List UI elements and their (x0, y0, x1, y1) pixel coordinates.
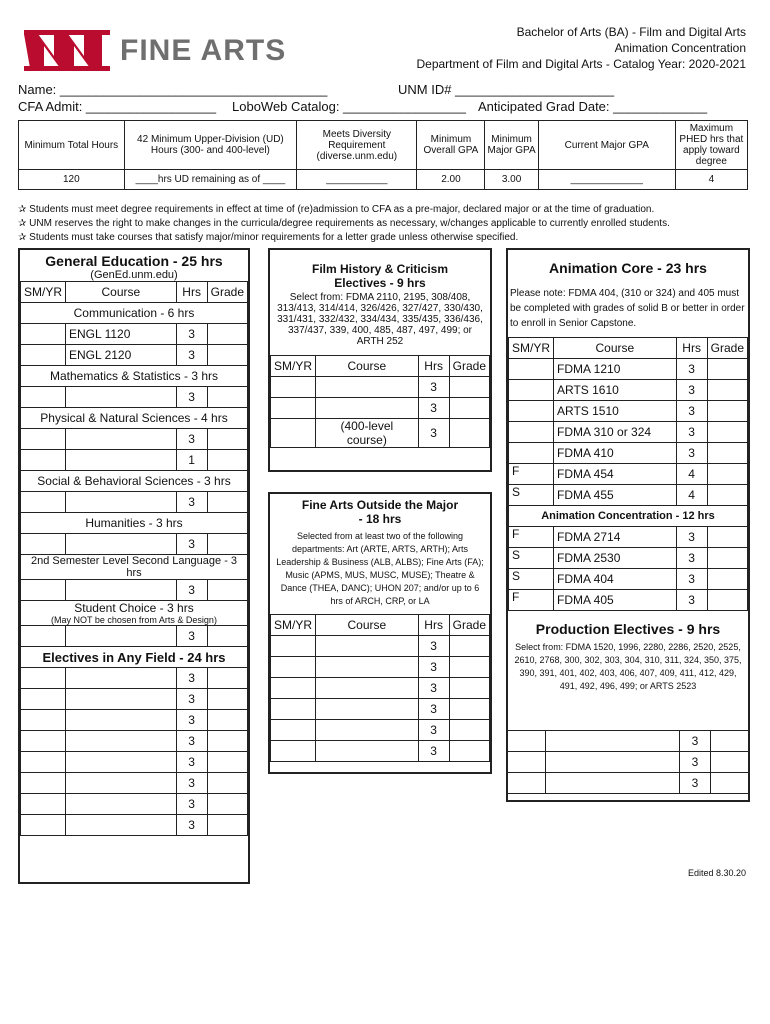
summary-value: 120 (19, 170, 125, 190)
summary-header: Minimum Total Hours (19, 121, 125, 170)
course-cell[interactable] (66, 668, 177, 689)
smyr-cell[interactable]: S (509, 485, 554, 506)
smyr-cell[interactable] (509, 359, 554, 380)
animation-core-title: Animation Core - 23 hrs (549, 260, 707, 276)
course-cell: FDMA 410 (554, 443, 677, 464)
grade-cell[interactable] (707, 569, 747, 590)
production-electives-table (506, 730, 750, 794)
course-cell[interactable] (316, 377, 419, 398)
hrs-cell: 3 (176, 345, 207, 366)
grade-cell[interactable] (207, 668, 247, 689)
course-cell: ARTS 1610 (554, 380, 677, 401)
category-label: Physical & Natural Sciences - 4 hrs (21, 408, 248, 429)
course-cell: FDMA 454 (554, 464, 677, 485)
course-cell[interactable] (66, 731, 177, 752)
col-header: Hrs (176, 282, 207, 303)
smyr-cell[interactable]: F (509, 590, 554, 611)
summary-header: Current Major GPA (538, 121, 675, 170)
course-cell: FDMA 2714 (554, 527, 677, 548)
hrs-cell: 3 (418, 377, 449, 398)
production-electives-title: Production Electives - 9 hrs (535, 621, 721, 637)
hrs-cell: 3 (418, 699, 449, 720)
smyr-cell[interactable] (21, 345, 66, 366)
hrs-cell: 3 (418, 636, 449, 657)
smyr-cell[interactable]: S (509, 569, 554, 590)
hrs-cell: 3 (176, 429, 207, 450)
summary-value[interactable]: _____________ (538, 170, 675, 190)
course-cell[interactable] (66, 492, 177, 513)
smyr-cell[interactable] (21, 731, 66, 752)
hrs-cell: 3 (676, 548, 707, 569)
grade-cell[interactable] (207, 626, 247, 647)
grade-cell[interactable] (707, 590, 747, 611)
summary-header: Minimum Overall GPA (417, 121, 485, 170)
course-cell: FDMA 310 or 324 (554, 422, 677, 443)
hrs-cell: 3 (418, 398, 449, 419)
course-cell: (400-level course) (316, 419, 419, 448)
smyr-cell[interactable] (21, 752, 66, 773)
course-cell: ENGL 1120 (66, 324, 177, 345)
summary-value: 2.00 (417, 170, 485, 190)
hrs-cell: 3 (176, 689, 207, 710)
film-history-note: Select from: FDMA 2110, 2195, 308/408, 313/413, 314/414, 326/426, 327/427, 330/430, 331/431, 332/432, 334/434, 335/435, 336/436, 337/437, 339, 400, 485, 487, 497, 499; or ARTH 252 (277, 292, 483, 347)
hrs-cell: 3 (418, 678, 449, 699)
grade-cell[interactable] (207, 534, 247, 555)
smyr-cell[interactable] (21, 689, 66, 710)
course-cell[interactable] (546, 731, 680, 752)
grade-cell[interactable] (711, 773, 750, 794)
hrs-cell: 3 (676, 527, 707, 548)
course-cell[interactable] (66, 534, 177, 555)
col-header: SM/YR (509, 338, 554, 359)
col-header: Hrs (418, 615, 449, 636)
col-header: Grade (449, 615, 489, 636)
hrs-cell: 3 (676, 401, 707, 422)
hrs-cell: 3 (418, 657, 449, 678)
grade-cell[interactable] (207, 345, 247, 366)
catalog-line: Department of Film and Digital Arts - Catalog Year: 2020-2021 (416, 57, 746, 71)
grade-cell[interactable] (207, 324, 247, 345)
grade-cell[interactable] (449, 636, 489, 657)
smyr-cell[interactable] (271, 636, 316, 657)
grade-cell[interactable] (207, 710, 247, 731)
smyr-cell[interactable] (507, 752, 546, 773)
grade-cell[interactable] (449, 720, 489, 741)
hrs-cell: 3 (176, 731, 207, 752)
course-cell[interactable] (66, 429, 177, 450)
course-cell[interactable] (66, 773, 177, 794)
hrs-cell: 3 (176, 794, 207, 815)
grade-cell[interactable] (207, 450, 247, 471)
hrs-cell: 3 (676, 359, 707, 380)
grade-cell[interactable] (707, 443, 747, 464)
grade-cell[interactable] (707, 401, 747, 422)
hrs-cell: 3 (676, 422, 707, 443)
loboweb-field[interactable]: LoboWeb Catalog: _________________ (232, 99, 466, 114)
hrs-cell: 3 (418, 741, 449, 762)
course-cell: FDMA 405 (554, 590, 677, 611)
cfa-admit-field[interactable]: CFA Admit: __________________ (18, 99, 217, 114)
outside-major-note: Selected from at least two of the following departments: Art (ARTE, ARTS, ARTH); Arts Leadership & Business (ALB, ALBS); Fine Arts (FA); Music (APMS, MUS, MUSC, MUSE); Theatre & Dance (THEA, DANC); UHON 207; and/or up to 6 hrs of ARCH, CRP, or LA (276, 531, 484, 606)
hrs-cell: 3 (680, 773, 711, 794)
course-cell[interactable] (316, 720, 419, 741)
hrs-cell: 3 (176, 626, 207, 647)
film-history-box (268, 248, 492, 472)
hrs-cell: 3 (176, 580, 207, 601)
animation-core-table (508, 337, 748, 611)
course-cell[interactable] (316, 699, 419, 720)
edited-date: Edited 8.30.20 (688, 868, 747, 878)
outside-major-box (268, 492, 492, 774)
grade-cell[interactable] (207, 387, 247, 408)
category-label: Mathematics & Statistics - 3 hrs (21, 366, 248, 387)
col-header: Course (66, 282, 177, 303)
grade-cell[interactable] (449, 741, 489, 762)
student-choice-note: (May NOT be chosen from Arts & Design) (51, 615, 217, 625)
course-cell[interactable] (316, 657, 419, 678)
smyr-cell[interactable] (271, 678, 316, 699)
course-cell[interactable] (546, 773, 680, 794)
smyr-cell[interactable] (271, 377, 316, 398)
grade-cell[interactable] (707, 422, 747, 443)
smyr-cell[interactable] (21, 387, 66, 408)
category-label: 2nd Semester Level Second Language - 3 hrs (21, 555, 248, 580)
hrs-cell: 3 (176, 773, 207, 794)
grade-cell[interactable] (707, 485, 747, 506)
smyr-cell[interactable]: F (509, 527, 554, 548)
smyr-cell[interactable] (509, 422, 554, 443)
hrs-cell: 4 (676, 485, 707, 506)
bullet-note: ✰ Students must take courses that satisfy major/minor requirements for a letter grade unless otherwise specified. (18, 232, 519, 243)
course-cell[interactable] (66, 794, 177, 815)
hrs-cell: 3 (676, 380, 707, 401)
col-header: Grade (207, 282, 247, 303)
course-cell[interactable] (66, 689, 177, 710)
grade-cell[interactable] (707, 380, 747, 401)
smyr-cell[interactable] (21, 580, 66, 601)
summary-table (18, 120, 748, 190)
course-cell: FDMA 404 (554, 569, 677, 590)
hrs-cell: 3 (680, 731, 711, 752)
smyr-cell[interactable] (271, 419, 316, 448)
unm-logo (24, 26, 324, 76)
summary-header: 42 Minimum Upper-Division (UD) Hours (300- and 400-level) (124, 121, 297, 170)
grade-cell[interactable] (449, 699, 489, 720)
unm-logo-icon (24, 26, 114, 76)
hrs-cell: 3 (418, 419, 449, 448)
course-cell: ARTS 1510 (554, 401, 677, 422)
electives-label: Electives in Any Field - 24 hrs (21, 647, 248, 668)
grade-cell[interactable] (207, 731, 247, 752)
gened-subtitle: (GenEd.unm.edu) (90, 269, 178, 281)
grad-date-field[interactable]: Anticipated Grad Date: _____________ (478, 99, 708, 114)
hrs-cell: 3 (176, 815, 207, 836)
grade-cell[interactable] (449, 377, 489, 398)
grade-cell[interactable] (207, 794, 247, 815)
smyr-cell[interactable] (509, 401, 554, 422)
course-cell[interactable] (546, 752, 680, 773)
col-header: Course (316, 356, 419, 377)
course-cell: ENGL 2120 (66, 345, 177, 366)
concentration-title: Animation Concentration (614, 41, 746, 55)
grade-cell[interactable] (707, 464, 747, 485)
col-header: SM/YR (21, 282, 66, 303)
bullet-note: ✰ UNM reserves the right to make changes in the curricula/degree requirements as necessary, w/changes applicable to currently enrolled students. (18, 218, 670, 229)
gened-table (20, 281, 248, 836)
smyr-cell[interactable] (271, 741, 316, 762)
smyr-cell[interactable] (271, 398, 316, 419)
course-cell[interactable] (316, 398, 419, 419)
col-header: Course (316, 615, 419, 636)
course-cell: FDMA 1210 (554, 359, 677, 380)
grade-cell[interactable] (449, 678, 489, 699)
smyr-cell[interactable] (21, 773, 66, 794)
summary-value[interactable]: ___________ (297, 170, 417, 190)
course-cell[interactable] (66, 450, 177, 471)
film-history-table (270, 355, 490, 448)
degree-title: Bachelor of Arts (BA) - Film and Digital Arts (516, 25, 746, 39)
col-header: Course (554, 338, 677, 359)
production-electives-note: Select from: FDMA 1520, 1996, 2280, 2286, 2520, 2525, 2610, 2768, 300, 302, 303, 304, 310, 311, 324, 350, 375, 390, 391, 401, 402, 403, 406, 407, 409, 411, 412, 429, 491, 492, 496, 499; or ARTS 2523 (514, 642, 742, 691)
smyr-cell[interactable] (21, 815, 66, 836)
smyr-cell[interactable] (271, 699, 316, 720)
course-cell[interactable] (316, 636, 419, 657)
grade-cell[interactable] (707, 527, 747, 548)
course-cell[interactable] (66, 710, 177, 731)
category-label (21, 601, 248, 626)
outside-major-title: Fine Arts Outside the Major - 18 hrs (301, 498, 459, 526)
course-cell[interactable] (66, 626, 177, 647)
student-choice-label: Student Choice - 3 hrs (74, 601, 194, 615)
smyr-cell[interactable] (21, 324, 66, 345)
col-header: SM/YR (271, 615, 316, 636)
smyr-cell[interactable] (21, 626, 66, 647)
course-cell[interactable] (66, 580, 177, 601)
grade-cell[interactable] (207, 580, 247, 601)
smyr-cell[interactable]: F (509, 464, 554, 485)
course-cell: FDMA 2530 (554, 548, 677, 569)
hrs-cell: 3 (676, 590, 707, 611)
smyr-cell[interactable] (507, 731, 546, 752)
grade-cell[interactable] (449, 419, 489, 448)
summary-value[interactable]: ____hrs UD remaining as of ____ (124, 170, 297, 190)
gened-title: General Education - 25 hrs (45, 253, 223, 269)
animation-core-note: Please note: FDMA 404, (310 or 324) and 405 must be completed with grades of solid B or better in order to enroll in Senior Capstone. (510, 288, 745, 329)
col-header: SM/YR (271, 356, 316, 377)
category-label: Communication - 6 hrs (21, 303, 248, 324)
smyr-cell[interactable] (21, 450, 66, 471)
hrs-cell: 4 (676, 464, 707, 485)
smyr-cell[interactable] (21, 668, 66, 689)
course-cell[interactable] (316, 741, 419, 762)
document-header (416, 24, 746, 72)
hrs-cell: 3 (418, 720, 449, 741)
unm-id-field[interactable]: UNM ID# ______________________ (398, 82, 615, 97)
summary-header: Meets Diversity Requirement (diverse.unm.edu) (297, 121, 417, 170)
smyr-cell[interactable] (21, 492, 66, 513)
smyr-cell[interactable] (271, 720, 316, 741)
grade-cell[interactable] (711, 752, 750, 773)
course-cell[interactable] (316, 678, 419, 699)
summary-value: 3.00 (485, 170, 538, 190)
grade-cell[interactable] (207, 815, 247, 836)
grade-cell[interactable] (207, 752, 247, 773)
film-history-title: Film History & Criticism Electives - 9 hrs (311, 262, 449, 290)
grade-cell[interactable] (207, 429, 247, 450)
smyr-cell[interactable] (21, 429, 66, 450)
animation-core-box (506, 248, 750, 802)
smyr-cell[interactable] (21, 534, 66, 555)
summary-header: Maximum PHED hrs that apply toward degree (675, 121, 747, 170)
course-cell[interactable] (66, 752, 177, 773)
grade-cell[interactable] (711, 731, 750, 752)
col-header: Hrs (418, 356, 449, 377)
smyr-cell[interactable]: S (509, 548, 554, 569)
hrs-cell: 3 (176, 324, 207, 345)
smyr-cell[interactable] (509, 443, 554, 464)
category-label: Social & Behavioral Sciences - 3 hrs (21, 471, 248, 492)
logo-text: FINE ARTS (120, 34, 287, 67)
grade-cell[interactable] (707, 359, 747, 380)
summary-value: 4 (675, 170, 747, 190)
smyr-cell[interactable] (509, 380, 554, 401)
grade-cell[interactable] (707, 548, 747, 569)
animation-concentration-title: Animation Concentration - 12 hrs (509, 506, 748, 527)
smyr-cell[interactable] (507, 773, 546, 794)
col-header: Grade (449, 356, 489, 377)
course-cell[interactable] (66, 815, 177, 836)
grade-cell[interactable] (449, 657, 489, 678)
course-cell[interactable] (66, 387, 177, 408)
smyr-cell[interactable] (21, 794, 66, 815)
gened-box (18, 248, 250, 884)
hrs-cell: 3 (680, 752, 711, 773)
hrs-cell: 3 (176, 668, 207, 689)
grade-cell[interactable] (207, 492, 247, 513)
col-header: Hrs (676, 338, 707, 359)
bullet-note: ✰ Students must meet degree requirements in effect at time of (re)admission to CFA as a pre-major, declared major or at the time of graduation. (18, 204, 655, 215)
category-label: Humanities - 3 hrs (21, 513, 248, 534)
grade-cell[interactable] (207, 773, 247, 794)
hrs-cell: 3 (176, 387, 207, 408)
smyr-cell[interactable] (21, 710, 66, 731)
grade-cell[interactable] (449, 398, 489, 419)
hrs-cell: 3 (176, 534, 207, 555)
col-header: Grade (707, 338, 747, 359)
course-cell: FDMA 455 (554, 485, 677, 506)
outside-major-table (270, 614, 490, 762)
hrs-cell: 1 (176, 450, 207, 471)
hrs-cell: 3 (176, 492, 207, 513)
hrs-cell: 3 (676, 443, 707, 464)
hrs-cell: 3 (676, 569, 707, 590)
summary-header: Minimum Major GPA (485, 121, 538, 170)
hrs-cell: 3 (176, 752, 207, 773)
grade-cell[interactable] (207, 689, 247, 710)
hrs-cell: 3 (176, 710, 207, 731)
smyr-cell[interactable] (271, 657, 316, 678)
name-field[interactable]: Name: _____________________________________ (18, 82, 328, 97)
